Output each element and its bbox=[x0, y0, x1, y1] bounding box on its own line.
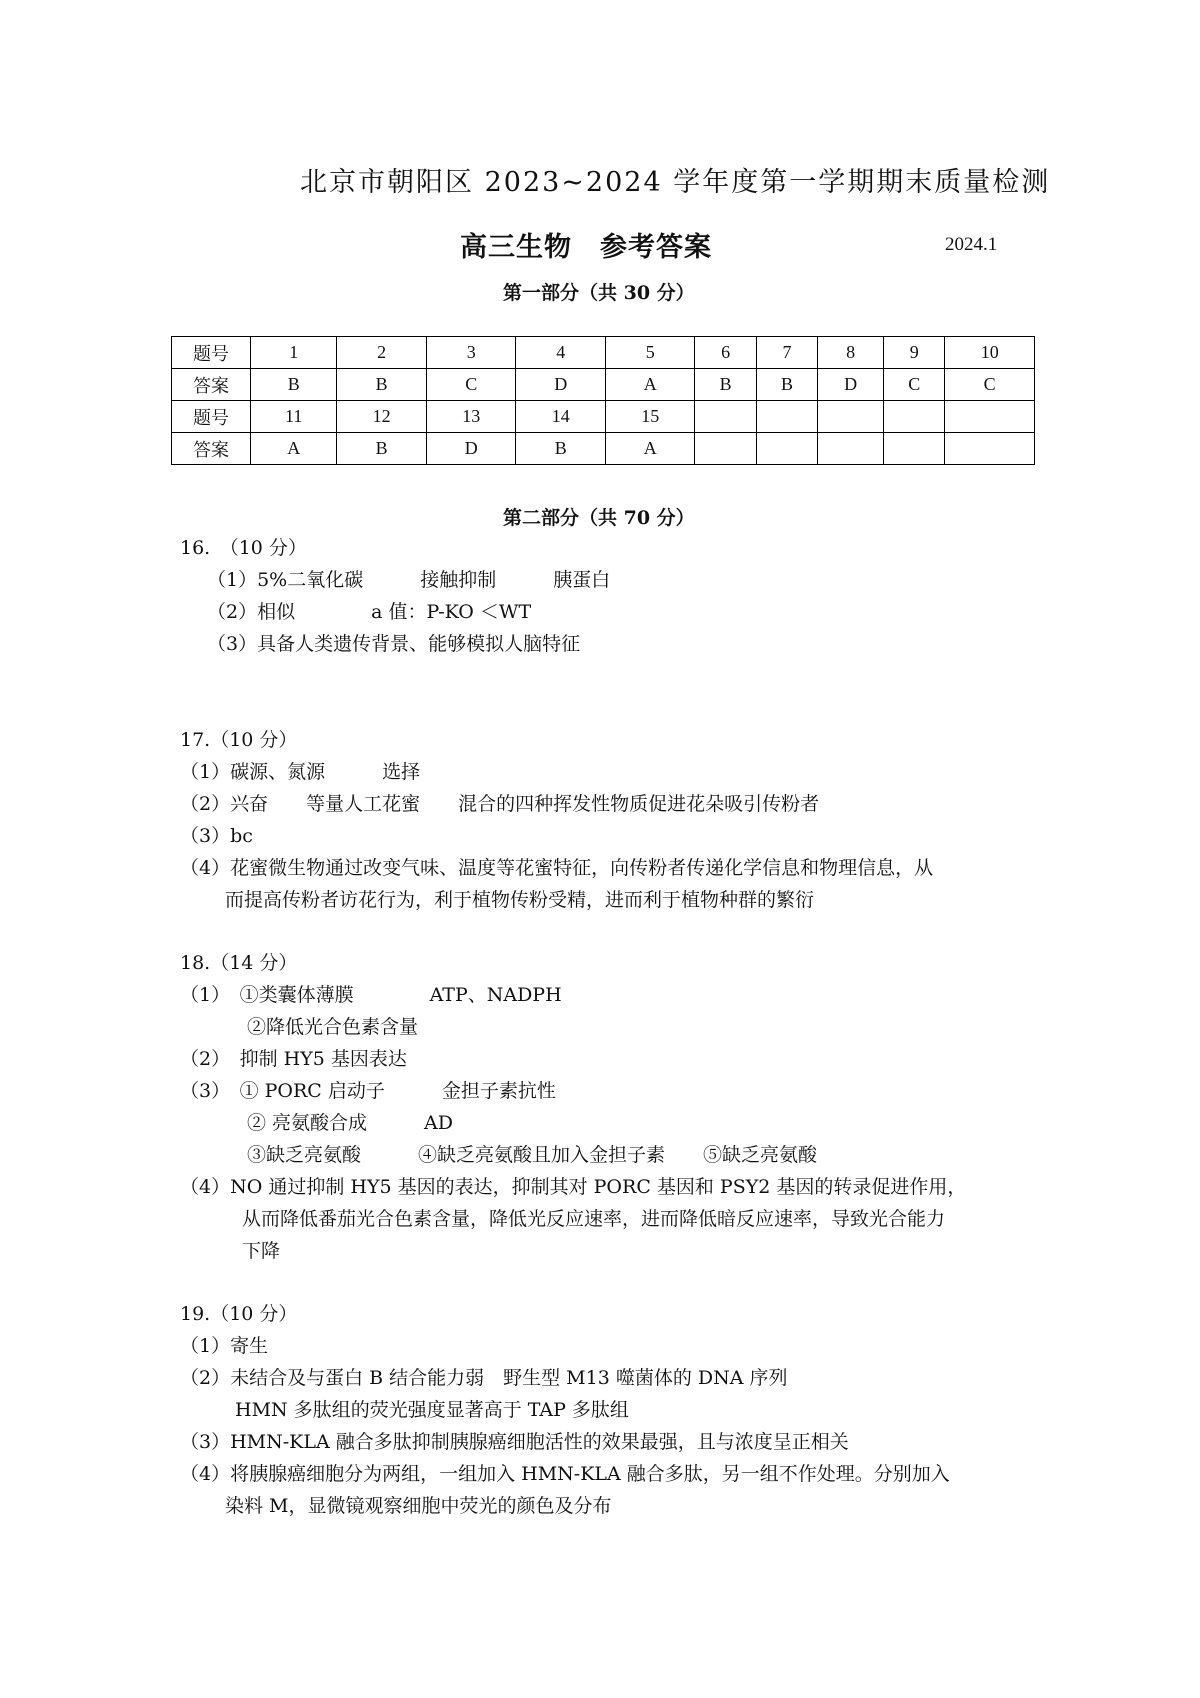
question-17-heading: 17.（10 分） bbox=[180, 729, 298, 751]
table-cell bbox=[945, 401, 1035, 433]
table-cell: B bbox=[337, 369, 427, 401]
table-cell: 14 bbox=[516, 401, 606, 433]
answer-line: （3）HMN-KLA 融合多肽抑制胰腺癌细胞活性的效果最强，且与浓度呈正相关 bbox=[180, 1431, 849, 1453]
table-cell bbox=[695, 433, 756, 465]
answer-line: （4）花蜜微生物通过改变气味、温度等花蜜特征，向传粉者传递化学信息和物理信息，从 bbox=[180, 857, 934, 879]
table-cell: 5 bbox=[605, 337, 695, 369]
table-cell: B bbox=[337, 433, 427, 465]
answer-line: ③缺乏亮氨酸 ④缺乏亮氨酸且加入金担子素 ⑤缺乏亮氨酸 bbox=[247, 1144, 818, 1166]
table-cell: A bbox=[605, 433, 695, 465]
document-title: 北京市朝阳区 2023~2024 学年度第一学期期末质量检测 bbox=[300, 167, 1051, 198]
table-cell: 题号 bbox=[172, 401, 251, 433]
question-19-heading: 19.（10 分） bbox=[180, 1303, 298, 1325]
table-cell bbox=[756, 401, 817, 433]
table-cell: 1 bbox=[251, 337, 337, 369]
table-cell: C bbox=[945, 369, 1035, 401]
answer-line: （3）bc bbox=[180, 825, 253, 847]
table-cell: 3 bbox=[426, 337, 516, 369]
table-cell: 2 bbox=[337, 337, 427, 369]
table-cell bbox=[884, 433, 945, 465]
answer-line: （1） ①类囊体薄膜 ATP、NADPH bbox=[180, 984, 562, 1006]
answer-line: （4）将胰腺癌细胞分为两组，一组加入 HMN-KLA 融合多肽，另一组不作处理。分别加入 bbox=[180, 1463, 950, 1485]
answer-line: 染料 M，显微镜观察细胞中荧光的颜色及分布 bbox=[225, 1495, 612, 1517]
document-subtitle: 高三生物 参考答案 bbox=[460, 232, 712, 263]
table-cell: 6 bbox=[695, 337, 756, 369]
table-cell: 15 bbox=[605, 401, 695, 433]
answer-line: （2）兴奋 等量人工花蜜 混合的四种挥发性物质促进花朵吸引传粉者 bbox=[180, 793, 820, 815]
answer-line: ②降低光合色素含量 bbox=[247, 1016, 419, 1038]
answer-line: 下降 bbox=[242, 1240, 281, 1262]
table-cell: 12 bbox=[337, 401, 427, 433]
table-cell bbox=[945, 433, 1035, 465]
table-cell: C bbox=[884, 369, 945, 401]
answer-line: （2）未结合及与蛋白 B 结合能力弱 野生型 M13 噬菌体的 DNA 序列 bbox=[180, 1367, 788, 1389]
answer-line: （1）寄生 bbox=[180, 1335, 269, 1357]
table-cell: 9 bbox=[884, 337, 945, 369]
table-cell bbox=[818, 433, 884, 465]
table-cell: B bbox=[695, 369, 756, 401]
table-cell: B bbox=[756, 369, 817, 401]
table-row bbox=[172, 401, 1035, 433]
table-row bbox=[172, 337, 1035, 369]
table-cell: 11 bbox=[251, 401, 337, 433]
table-cell bbox=[695, 401, 756, 433]
table-cell: B bbox=[516, 433, 606, 465]
table-cell: C bbox=[426, 369, 516, 401]
table-cell: A bbox=[251, 433, 337, 465]
table-cell: D bbox=[516, 369, 606, 401]
table-cell: 4 bbox=[516, 337, 606, 369]
answer-line: （2）相似 a 值：P-KO ＜WT bbox=[207, 601, 532, 623]
document-date: 2024.1 bbox=[945, 234, 998, 255]
answer-line: （1）碳源、氮源 选择 bbox=[180, 761, 421, 783]
table-cell bbox=[818, 401, 884, 433]
table-cell: D bbox=[426, 433, 516, 465]
answer-line: 从而降低番茄光合色素含量，降低光反应速率，进而降低暗反应速率，导致光合能力 bbox=[242, 1208, 946, 1230]
table-cell: 8 bbox=[818, 337, 884, 369]
table-cell: B bbox=[251, 369, 337, 401]
part1-heading: 第一部分（共 30 分） bbox=[503, 282, 695, 304]
table-cell: D bbox=[818, 369, 884, 401]
table-cell: A bbox=[605, 369, 695, 401]
table-cell bbox=[756, 433, 817, 465]
question-18-heading: 18.（14 分） bbox=[180, 952, 298, 974]
table-row bbox=[172, 369, 1035, 401]
table-cell: 7 bbox=[756, 337, 817, 369]
part2-heading: 第二部分（共 70 分） bbox=[503, 507, 695, 529]
answer-line: （2） 抑制 HY5 基因表达 bbox=[180, 1048, 407, 1070]
table-cell: 答案 bbox=[172, 433, 251, 465]
table-cell: 10 bbox=[945, 337, 1035, 369]
table-cell: 13 bbox=[426, 401, 516, 433]
answer-line: HMN 多肽组的荧光强度显著高于 TAP 多肽组 bbox=[235, 1399, 629, 1421]
table-row bbox=[172, 433, 1035, 465]
table-cell: 题号 bbox=[172, 337, 251, 369]
answer-line: （3）具备人类遗传背景、能够模拟人脑特征 bbox=[207, 633, 581, 655]
table-cell bbox=[884, 401, 945, 433]
answer-line: ② 亮氨酸合成 AD bbox=[247, 1112, 453, 1134]
table-cell: 答案 bbox=[172, 369, 251, 401]
question-16-heading: 16. （10 分） bbox=[180, 537, 307, 559]
answer-line: （4）NO 通过抑制 HY5 基因的表达，抑制其对 PORC 基因和 PSY2 基因的转录促进作用， bbox=[180, 1176, 967, 1198]
answer-line: （3） ① PORC 启动子 金担子素抗性 bbox=[180, 1080, 556, 1102]
answer-line: 而提高传粉者访花行为，利于植物传粉受精，进而利于植物种群的繁衍 bbox=[225, 889, 815, 911]
answer-line: （1）5%二氧化碳 接触抑制 胰蛋白 bbox=[207, 569, 611, 591]
answer-table bbox=[171, 336, 1035, 465]
